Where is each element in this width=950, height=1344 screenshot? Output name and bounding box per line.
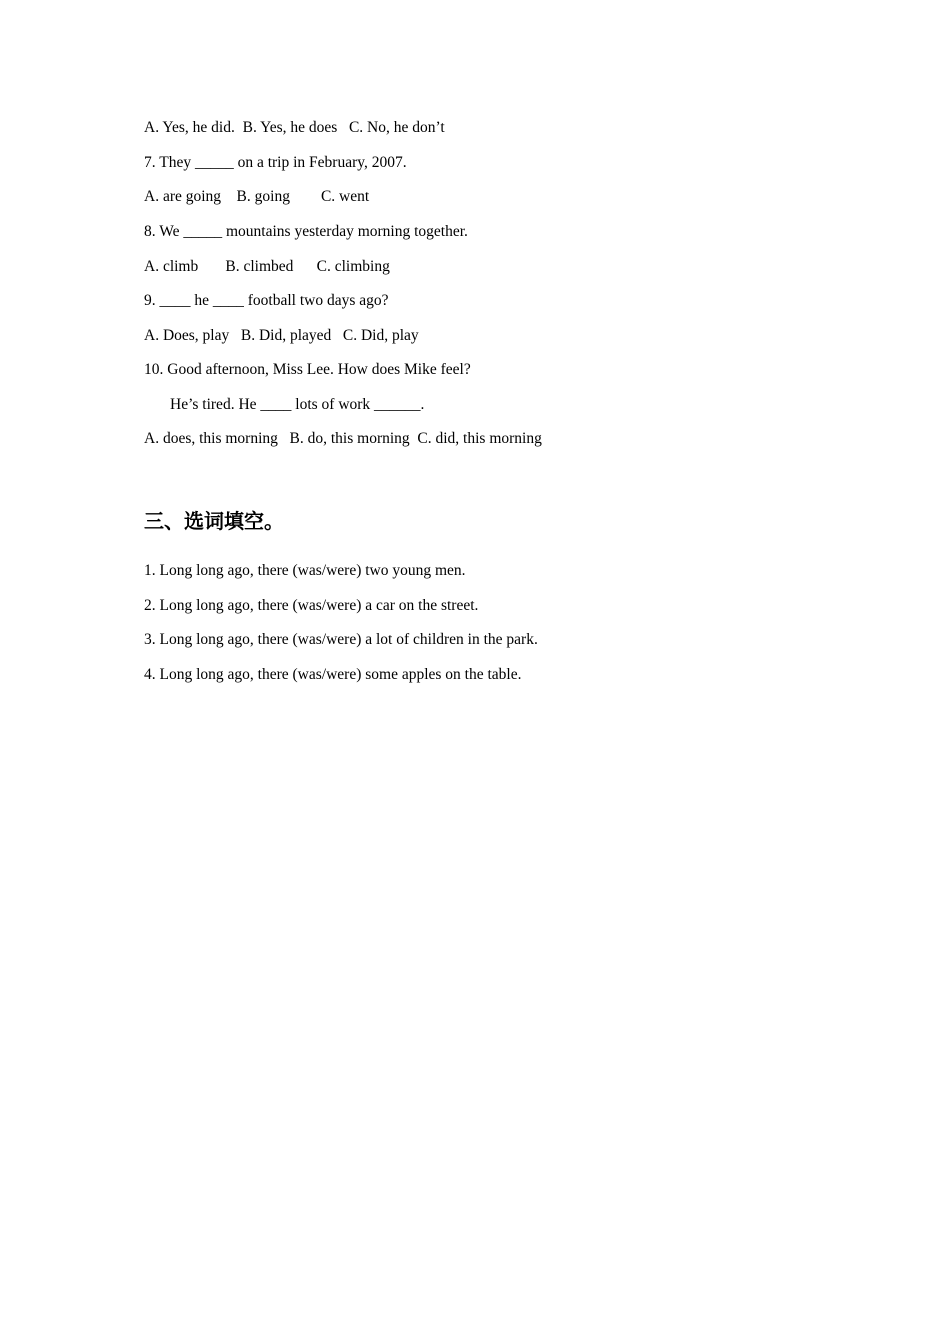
q7-question: 7. They _____ on a trip in February, 2007. <box>144 154 407 171</box>
q8-options: A. climb B. climbed C. climbing <box>144 258 390 275</box>
q10-question-continued: He’s tired. He ____ lots of work ______. <box>170 396 425 413</box>
fill-item-2: 2. Long long ago, there (was/were) a car on the street. <box>144 597 479 614</box>
q8-question: 8. We _____ mountains yesterday morning together. <box>144 223 468 240</box>
q7-options: A. are going B. going C. went <box>144 188 370 205</box>
q10-question: 10. Good afternoon, Miss Lee. How does Mike feel? <box>144 361 471 378</box>
fill-item-3: 3. Long long ago, there (was/were) a lot of children in the park. <box>144 631 538 648</box>
fill-item-1: 1. Long long ago, there (was/were) two young men. <box>144 562 466 579</box>
q9-question: 9. ____ he ____ football two days ago? <box>144 292 389 309</box>
section-3-title: 三、选词填空。 <box>144 509 284 533</box>
q6-options: A. Yes, he did. B. Yes, he does C. No, he don’t <box>144 119 445 136</box>
q9-options: A. Does, play B. Did, played C. Did, play <box>144 327 419 344</box>
q10-options: A. does, this morning B. do, this morning C. did, this morning <box>144 430 542 447</box>
fill-item-4: 4. Long long ago, there (was/were) some apples on the table. <box>144 666 522 683</box>
